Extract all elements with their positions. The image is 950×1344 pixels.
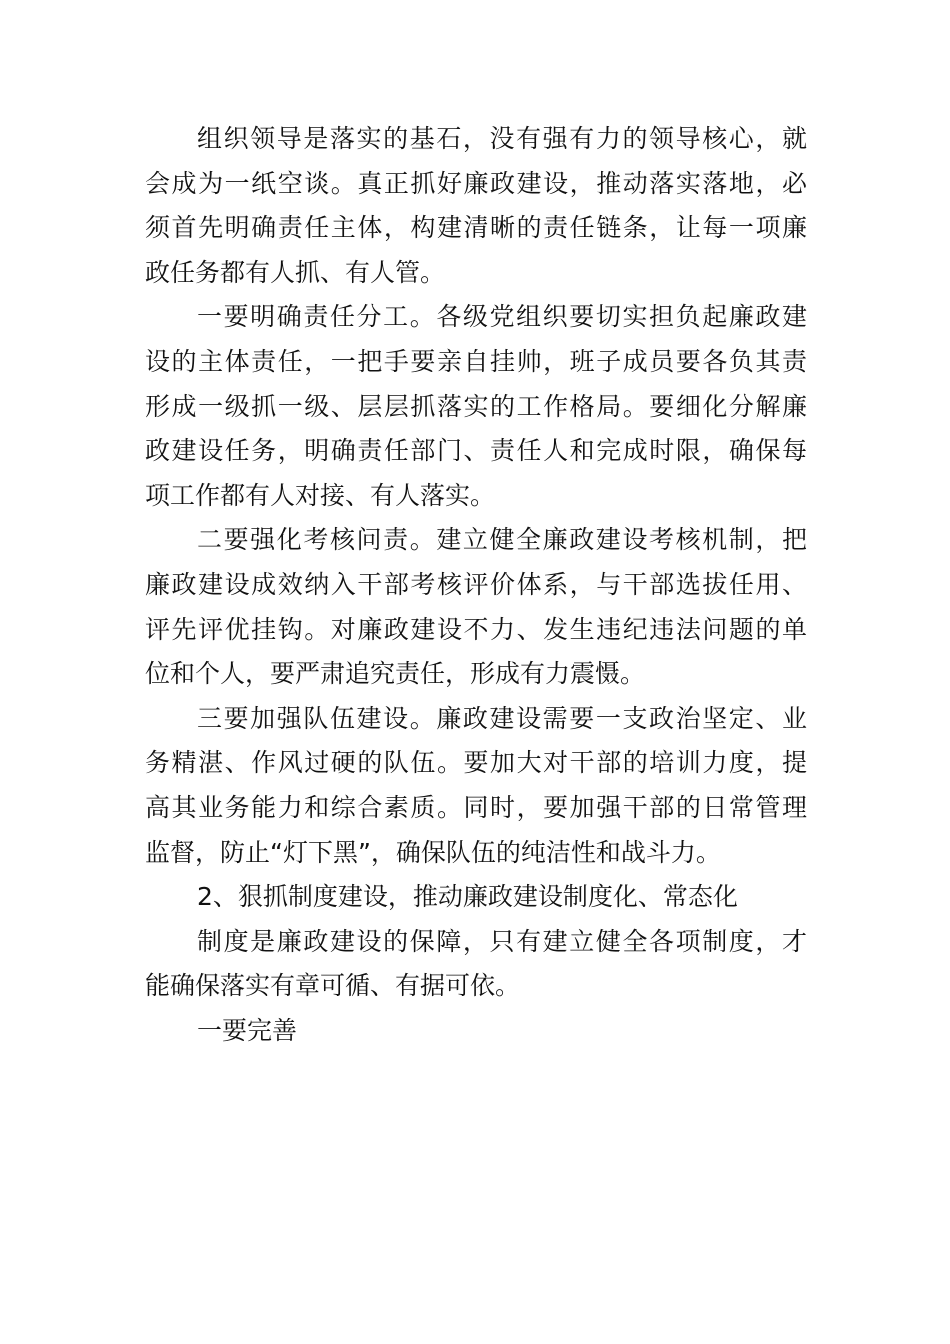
text-line: 政建设任务，明确责任部门、责任人和完成时限，确保每: [145, 436, 807, 466]
text-line: 形成一级抓一级、层层抓落实的工作格局。要细化分解廉: [145, 391, 807, 421]
document-page: [145, 117, 807, 1053]
text-line: 位和个人，要严肃追究责任，形成有力震慑。: [145, 659, 646, 689]
text-line: 设的主体责任，一把手要亲自挂帅，班子成员要各负其责: [145, 346, 807, 376]
text-line: 须首先明确责任主体，构建清晰的责任链条，让每一项廉: [145, 213, 807, 243]
text-line: 能确保落实有章可循、有据可依。: [145, 971, 521, 1001]
text-line: 制度是廉政建设的保障，只有建立健全各项制度，才: [197, 926, 807, 956]
text-line: 一要明确责任分工。各级党组织要切实担负起廉政建: [197, 302, 807, 332]
text-line: 会成为一纸空谈。真正抓好廉政建设，推动落实落地，必: [145, 168, 807, 198]
section-heading: 2、狠抓制度建设，推动廉政建设制度化、常态化: [197, 882, 738, 912]
text-line: 三要加强队伍建设。廉政建设需要一支政治坚定、业: [197, 703, 807, 733]
text-line: 二要强化考核问责。建立健全廉政建设考核机制，把: [197, 525, 807, 555]
text-line: 组织领导是落实的基石，没有强有力的领导核心，就: [197, 124, 807, 153]
text-line: 项工作都有人对接、有人落实。: [145, 480, 496, 510]
text-line: 廉政建设成效纳入干部考核评价体系，与干部选拔任用、: [145, 569, 807, 599]
text-line: 政任务都有人抓、有人管。: [145, 257, 446, 287]
text-line: 监督，防止“灯下黑”，确保队伍的纯洁性和战斗力。: [145, 837, 721, 867]
text-line: 评先评优挂钩。对廉政建设不力、发生违纪违法问题的单: [145, 614, 807, 644]
text-line: 一要完善: [197, 1015, 298, 1045]
text-line: 务精湛、作风过硬的队伍。要加大对干部的培训力度，提: [145, 748, 807, 778]
text-line: 高其业务能力和综合素质。同时，要加强干部的日常管理: [145, 792, 807, 822]
